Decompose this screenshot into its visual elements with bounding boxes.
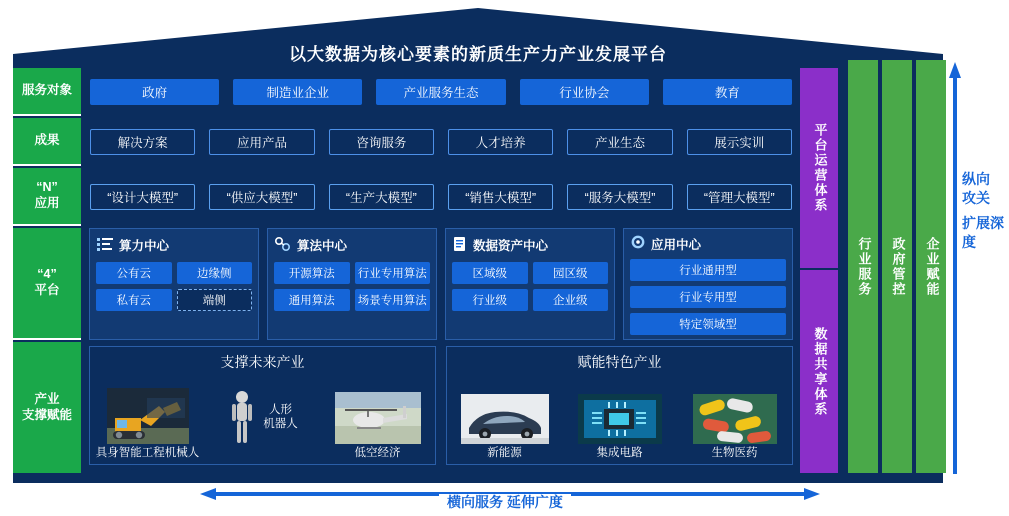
mini-scenario-specific-algorithm[interactable]: 场景专用算法 [355,289,431,311]
helicopter-image [335,386,421,444]
row-label-service-target: 服务对象 [13,68,81,116]
row-label-n-line2: 应用 [34,196,60,210]
bar-platform-operation-system[interactable]: 平台运营体系 [800,68,838,268]
card-application-center-items [630,259,786,335]
chip-image [578,386,662,444]
pill-education[interactable]: 教育 [663,79,792,105]
mini-edge-side[interactable]: 边缘侧 [177,262,253,284]
mini-industry-general-type[interactable]: 行业通用型 [630,259,786,281]
card-future-industry [89,346,436,465]
item-embodied-ai-machine-caption: 具身智能工程机械人 [95,447,200,460]
card-data-asset-center-items [452,262,608,311]
card-application-center-title: 应用中心 [651,237,702,252]
card-computing-center-title: 算力中心 [119,239,170,253]
base-bar [13,473,943,483]
mini-enterprise-level[interactable]: 企业级 [533,289,609,311]
pill-industry-service-eco[interactable]: 产业服务生态 [376,79,505,105]
mini-general-algorithm[interactable]: 通用算法 [274,289,350,311]
pill-management-model[interactable]: “管理大模型” [687,184,792,210]
item-humanoid-robot[interactable] [205,374,320,464]
pill-manufacturing[interactable]: 制造业企业 [233,79,362,105]
pill-industry-ecology[interactable]: 产业生态 [567,129,672,155]
excavator-image [107,386,189,444]
card-future-industry-items [90,374,435,464]
vertical-arrow-label-line2: 攻关 [962,189,990,206]
row-label-industry-line2: 支撑赋能 [21,407,72,422]
vertical-arrow [948,62,962,474]
card-computing-center-items [96,262,252,311]
pill-supply-model[interactable]: “供应大模型” [209,184,314,210]
bar-chart-icon [96,236,114,255]
card-data-asset-center[interactable] [445,228,615,340]
pill-sales-model[interactable]: “销售大模型” [448,184,553,210]
card-algorithm-center[interactable] [267,228,437,340]
vertical-arrow-label-line3: 扩展深度 [962,214,1004,250]
row-outcomes [83,118,799,166]
card-characteristic-industry-title: 赋能特色产业 [577,354,662,370]
mini-device-side[interactable]: 端侧 [177,289,253,311]
electric-car-image [461,386,549,444]
mini-park-level[interactable]: 园区级 [533,262,609,284]
card-future-industry-title: 支撑未来产业 [220,354,305,370]
pill-consulting-service[interactable]: 咨询服务 [329,129,434,155]
row-label-industry-line1: 产业 [34,391,60,406]
pharma-pills-image [693,386,777,444]
mini-industry-specific-algorithm[interactable]: 行业专用算法 [355,262,431,284]
row-service-target [83,68,799,116]
item-embodied-ai-machine[interactable] [90,374,205,464]
mini-open-source-algorithm[interactable]: 开源算法 [274,262,350,284]
item-low-altitude-economy[interactable] [320,374,435,464]
row-n-applications [83,168,799,226]
card-computing-center-header [96,234,252,256]
pill-design-model[interactable]: “设计大模型” [90,184,195,210]
mini-specific-domain-type[interactable]: 特定领域型 [630,313,786,335]
item-humanoid-robot-caption-line1: 人形 [269,403,292,416]
item-humanoid-robot-caption-line2: 机器人 [263,417,298,430]
pill-industry-association[interactable]: 行业协会 [520,79,649,105]
mini-public-cloud[interactable]: 公有云 [96,262,172,284]
vertical-arrow-label-line1: 纵向 [962,171,990,187]
mini-private-cloud[interactable]: 私有云 [96,289,172,311]
item-biomedicine[interactable] [677,374,792,464]
card-application-center-header [630,234,786,253]
algorithm-gear-icon [274,236,292,255]
item-biomedicine-caption: 生物医药 [711,447,758,460]
bar-enterprise-empowerment[interactable]: 企业赋能 [916,60,946,473]
card-computing-center[interactable] [89,228,259,340]
row-label-industry-support [13,342,81,473]
horizontal-arrow-label-text: 横向服务 延伸广度 [439,494,571,510]
page-title: 以大数据为核心要素的新质生产力产业发展平台 [289,45,667,64]
humanoid-robot-image [227,389,257,447]
pill-demo-training[interactable]: 展示实训 [687,129,792,155]
mini-regional-level[interactable]: 区域级 [452,262,528,284]
row-label-n-line1: “N” [36,180,58,195]
bar-data-sharing-system[interactable]: 数据共享体系 [800,270,838,473]
vertical-arrow-label [962,170,1006,252]
row-label-four-platforms [13,228,81,340]
roof-banner [13,8,943,68]
mini-industry-specific-type[interactable]: 行业专用型 [630,286,786,308]
row-industry-support [83,344,799,469]
card-algorithm-center-title: 算法中心 [297,239,348,253]
row-label-outcomes: 成果 [13,118,81,166]
pill-production-model[interactable]: “生产大模型” [329,184,434,210]
item-integrated-circuit[interactable] [562,374,677,464]
row-four-platforms [83,228,799,340]
card-characteristic-industry [446,346,793,465]
item-new-energy[interactable] [447,374,562,464]
bar-industry-service[interactable]: 行业服务 [848,60,878,473]
row-label-n-applications [13,168,81,226]
card-data-asset-center-title: 数据资产中心 [473,239,549,253]
horizontal-arrow-label [330,492,680,512]
card-characteristic-industry-items [447,374,792,464]
card-application-center[interactable] [623,228,793,340]
row-label-four-line1: “4” [37,267,57,282]
pill-talent-training[interactable]: 人才培养 [448,129,553,155]
pill-solution[interactable]: 解决方案 [90,129,195,155]
card-data-asset-center-header [452,234,608,256]
card-algorithm-center-header [274,234,430,256]
item-integrated-circuit-caption: 集成电路 [596,447,643,460]
pill-application-product[interactable]: 应用产品 [209,129,314,155]
mini-industry-level[interactable]: 行业级 [452,289,528,311]
settings-gear-icon [630,234,646,253]
pill-government[interactable]: 政府 [90,79,219,105]
item-new-energy-caption: 新能源 [487,447,522,460]
card-algorithm-center-items [274,262,430,311]
document-icon [452,236,468,255]
item-low-altitude-economy-caption: 低空经济 [354,447,401,460]
bar-government-supervision[interactable]: 政府管控 [882,60,912,473]
pill-service-model[interactable]: “服务大模型” [567,184,672,210]
row-label-four-line2: 平台 [34,283,60,297]
